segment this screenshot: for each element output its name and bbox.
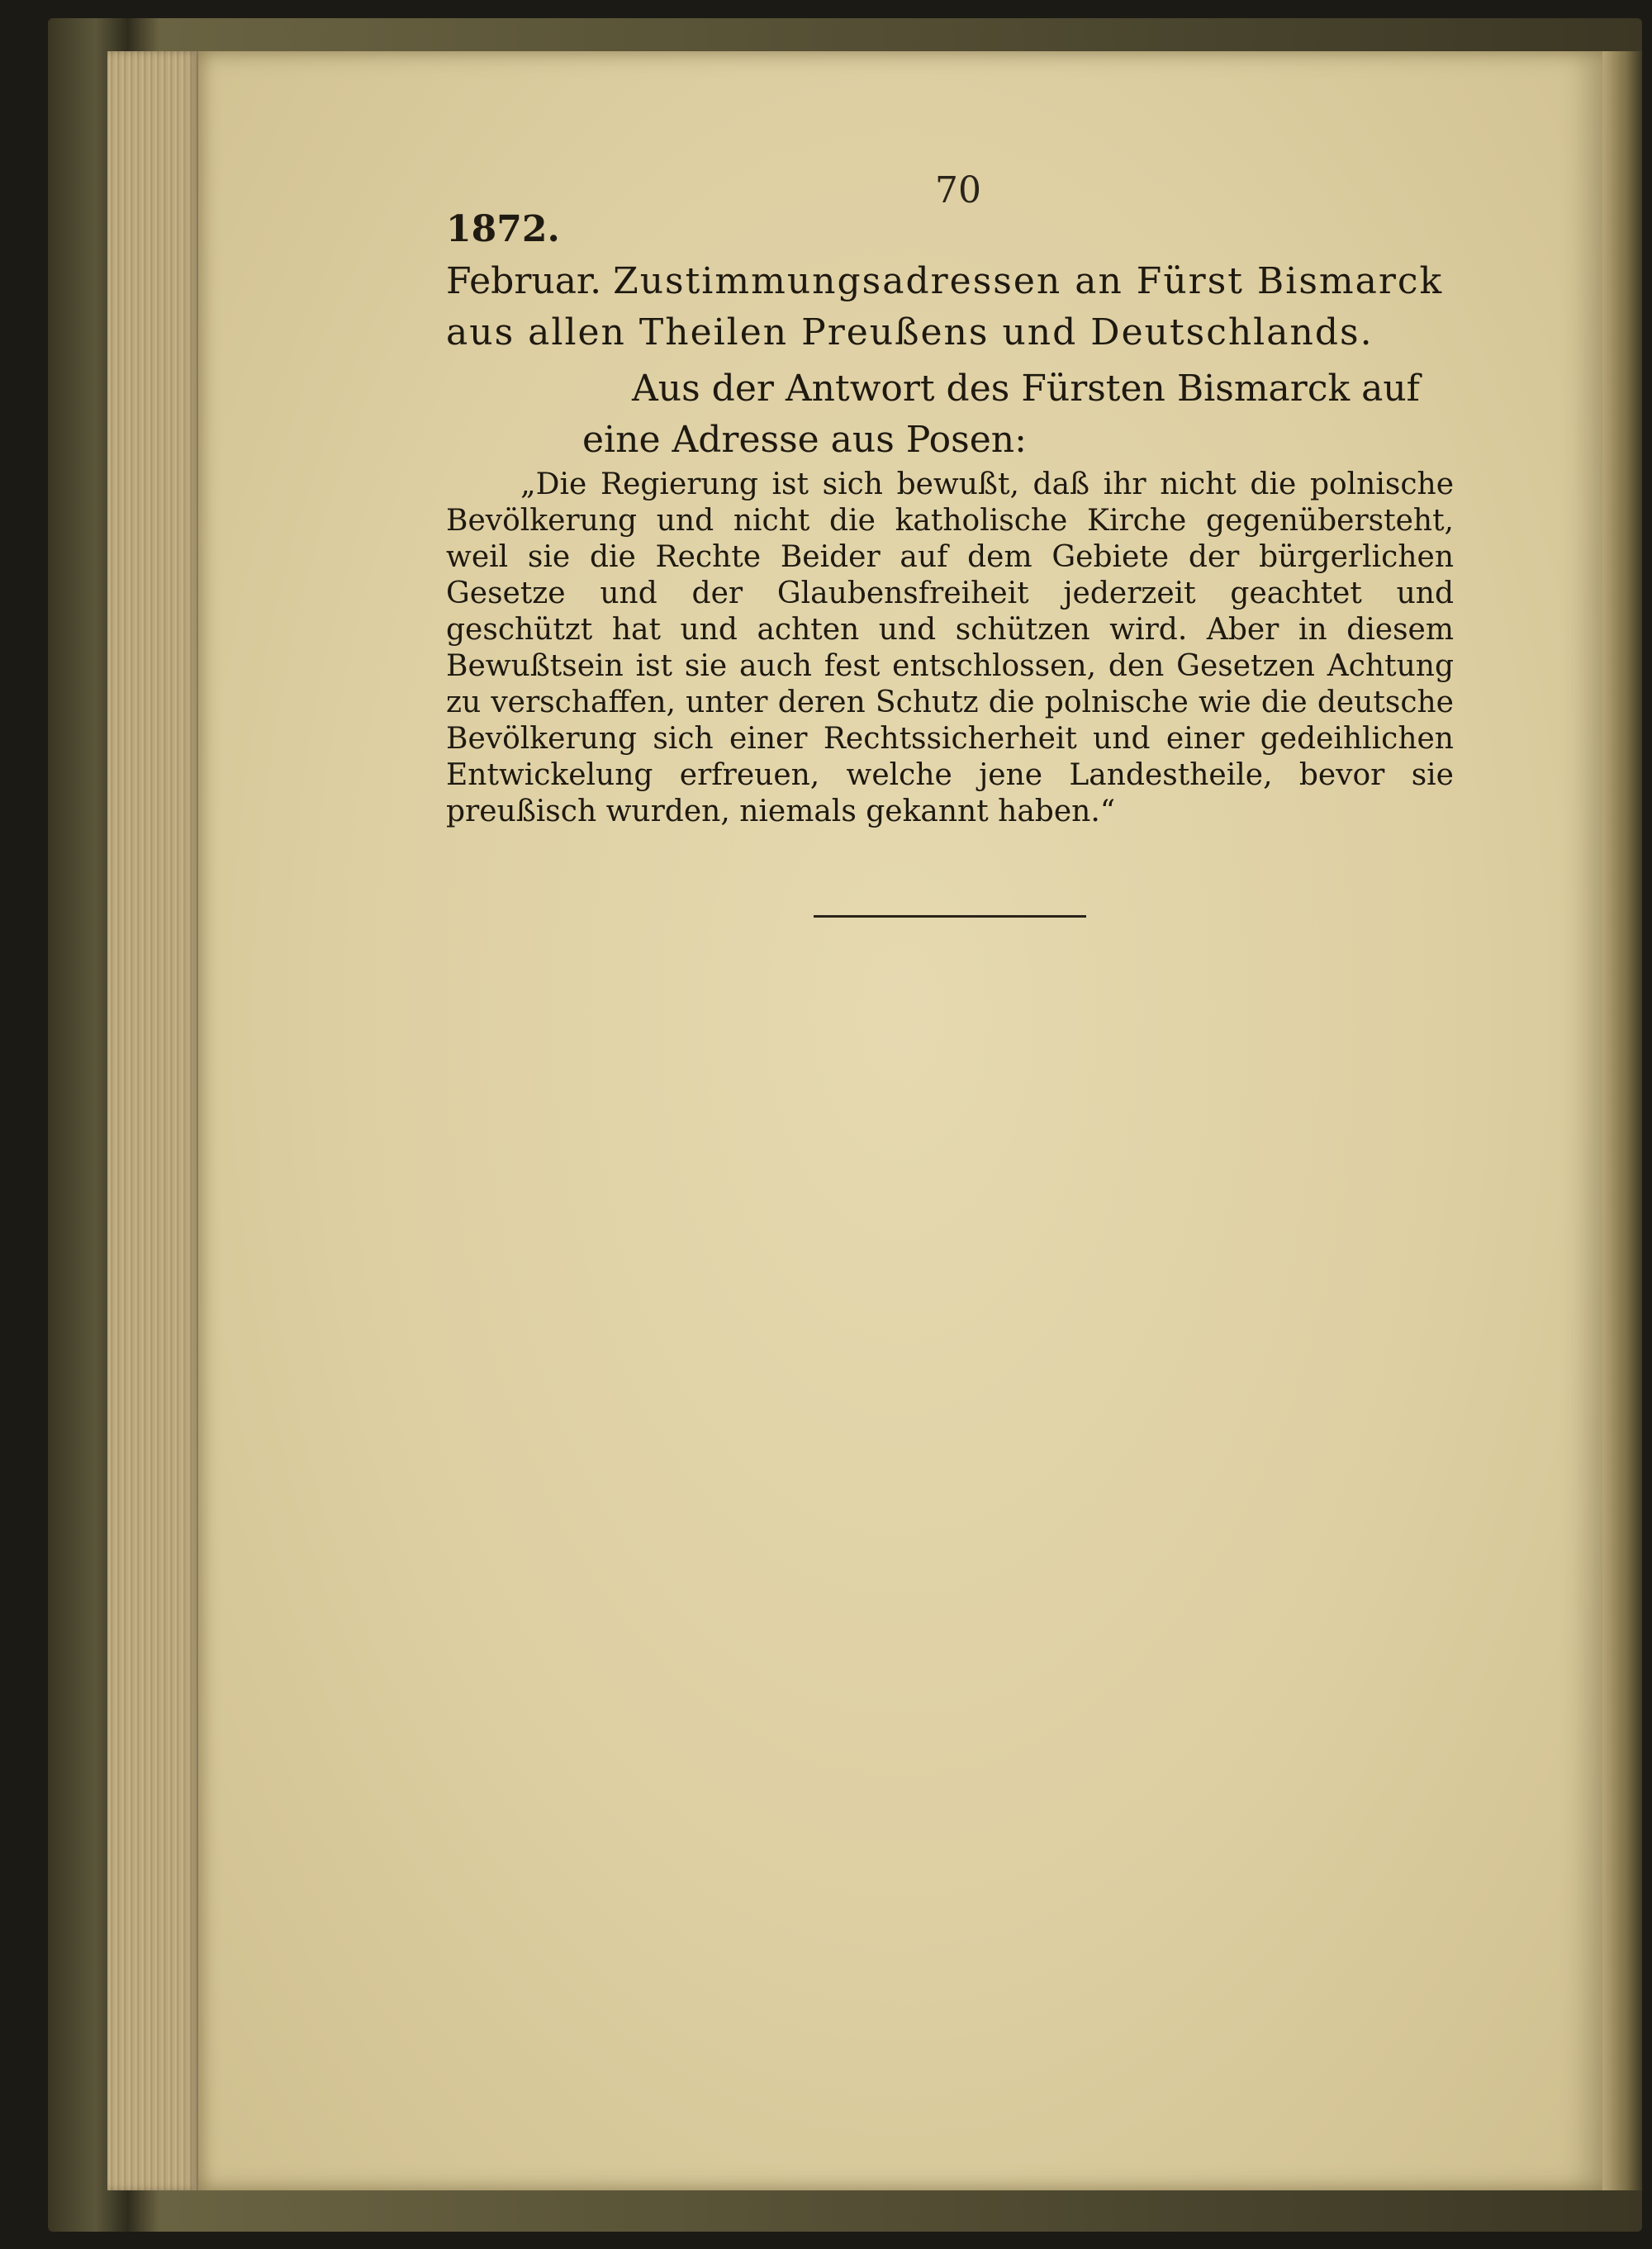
heading-month: Februar. — [446, 260, 602, 302]
page-edges — [107, 51, 198, 2190]
section-heading — [446, 256, 1454, 358]
year-marker: 1872. — [446, 208, 560, 250]
quotation-paragraph: „Die Regierung ist sich bewußt, daß ihr nicht die polnische Bevölkerung und nicht die katholische Kirche gegenübersteht, weil sie die Rechte Beider auf dem Gebiete der bürgerlichen Gesetze und der Glaubensfreiheit jederzeit geachtet und geschützt hat und achten und schützen wird. Aber in diesem Bewußtsein ist sie auch fest entschlossen, den Gesetzen Achtung zu verschaffen, unter deren Schutz die polnische wie die deutsche Bevölkerung sich einer Rechtssicherheit und einer gedeihlichen Entwickelung erfreuen, welche jene Landestheile, bevor sie preußisch wurden, niemals gekannt haben.“ — [446, 467, 1454, 828]
intro-text: Aus der Antwort des Fürsten Bismarck auf eine Adresse aus Posen: — [582, 368, 1420, 461]
section-divider — [814, 915, 1086, 918]
heading-title: Zustimmungsadressen an Fürst Bismarck aus allen Theilen Preußens und Deutschlands. — [446, 260, 1444, 353]
facing-page-edge — [1602, 51, 1642, 2190]
page-number: 70 — [935, 169, 981, 211]
